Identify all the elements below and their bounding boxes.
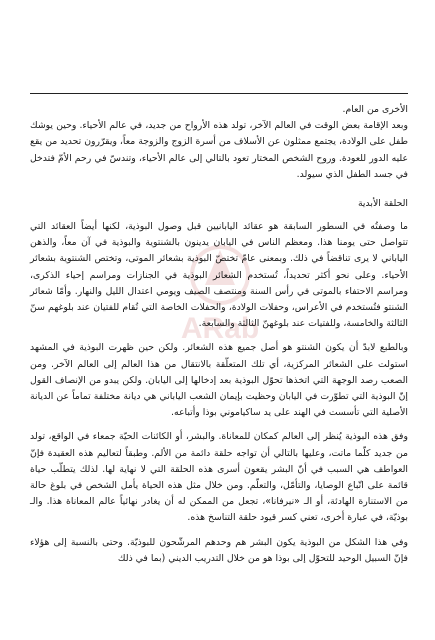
paragraph-2: وبالطبع لابدّ أن يكون الشنتو هو أصل جميع هذه الشعائر. ولكن حين ظهرت البوذية في المشهد استولت على الشعائر المركزية، أي تلك المتعلّقة بالانتقال من هذا العالم إلى العالم الآخر. ومن الصعب رصد الوجهة التي اتخذها تحوّل البوذية بعد إدخالها إلى اليابان. ولكن يبدو من الإنصاف القول إنّ البوذية التي تطوّرت في اليابان وحظيت بإيمان الشعب الياباني هي ديانة مختلفة تماماً عن الديانة الأصلية التي تأسست في الهند على يد ساكياموني بوذا وأتباعه. [30, 342, 408, 419]
section-heading: الحلقة الأبدية [357, 198, 408, 210]
paragraph-intro-end: الأخرى من العام. [342, 104, 408, 115]
header-divider-line [30, 93, 408, 94]
paragraph-intro: وبعد الإقامة بعض الوقت في العالم الآخر، تولد هذه الأرواح من جديد، في عالم الأحياء. وحين يوشك طفل على الولادة، يجتمع ممثلون عن الأسلاف من أسرة الزوج والزوجة معاً، ويقرّرون تحديد من يقع عليه الدور للعودة. وروح الشخص المختار تعود بالتالي إلى عالم الأحياء، وتندسّ في رحم الأمّ فتدخل في جسد الطفل الذي سيولد. [30, 120, 408, 180]
paragraph-4: وفي هذا الشكل من البوذية يكون البشر هم وحدهم المرشّحون للبوذيّة. وحتى بالنسبة إلى هؤلاء فإنّ السبيل الوحيد للتحوّل إلى بوذا هو من خلال التدريب الديني (بما في ذلك [30, 536, 408, 564]
document-body [30, 102, 408, 567]
paragraph-3: وفق هذه البوذية يُنظر إلى العالم كمكان للمعاناة. والبشر، أو الكائنات الحيّة جمعاء في الواقع، تولد من جديد كلّما ماتت، وعليها بالتالي أن تواجه حلقة دائمة من الألم. وطبقاً لتعاليم هذه العقيدة فإنّ العواطف هي السبب في أنّ البشر يقعون أسرى هذه الحلقة التي لا نهاية لها. لذلك يتطلّب حياة قائمة على اتّباع الوصايا، والتأمّل، والتعلّم. ومن خلال مثل هذه الحياة يأمل الشخص في بلوغ حالة من الاستنارة الهادئة، أو الـ «نيرفانا»، تجعل من الممكن له أن يغادر نهائياً عالم المعاناة هذا. والـ بوذيّة، في عبارة أخرى، تعني كسر قيود حلقة التناسخ هذه. [30, 431, 408, 524]
paragraph-1: ما وصفتُه في السطور السابقة هو عقائد اليابانيين قبل وصول البوذية، لكنها أيضاً العقائد التي تتواصل حتى يومنا هذا. ومعظم الناس في اليابان يدينون بالشنتوية والبوذية في آن معاً، والذهن الياباني لا يرى تناقضاً في ذلك. وبمعنى عامّ تختصّ البوذية بشعائر الموتى، وتختص الشنتوية بشعائر الأحياء. وعلى نحو أكثر تحديداً، تُستخدم الشعائر البوذية في الجنازات ومراسم إحياء الذكرى، ومراسم الاحتفاء بالموتى في رأس السنة ومنتصف الصيف ويومي اعتدال الليل والنهار. وأمّا شعائر الشنتو فتُستخدم في الأعراس، وحفلات الولادة، والحفلات الخاصة التي تُقام للفتيان عند بلوغهم سنّ الثالثة والخامسة، وللفتيات عند بلوغهنّ الثالثة والسابعة. [30, 221, 408, 330]
watermark-text: ARab [180, 312, 260, 345]
